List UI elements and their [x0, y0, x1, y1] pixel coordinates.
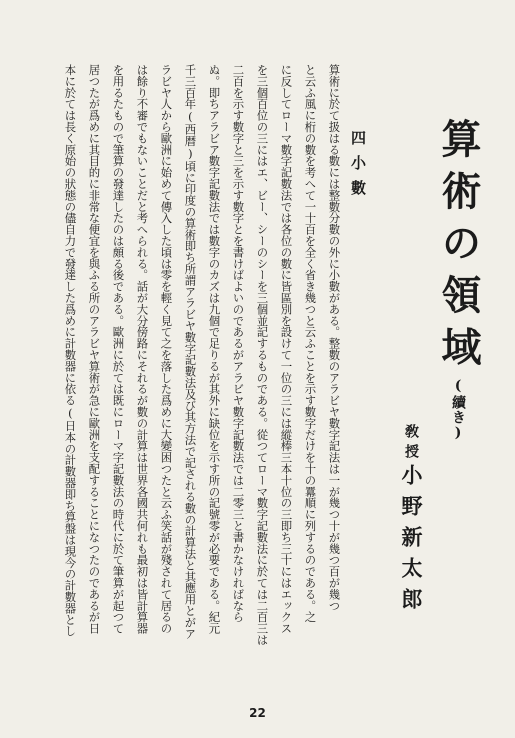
body-column: を用るたもので筆算の發達したのは頗る後である。歐洲に於ては既にローマ字記數法の時代に於て筆算が起つて [111, 64, 126, 634]
author-name: 小野新太郎 [399, 464, 424, 619]
article-title [430, 118, 487, 458]
body-column: に反してローマ數字記數法では各位の數に皆區別を設けて一位の三には縱棒三本十位の三即ち三十にはエックス [279, 64, 294, 634]
article-title-text: 算術の領域 [435, 118, 482, 378]
body-column: を三個百位の三にはエ、ビー、シーのシーを三個並記するものである。從つてローマ數字記數法に於ては二百三は [255, 64, 270, 646]
author-line [396, 424, 426, 724]
body-column: 算術に於て扱はる數には整數分數の外に小數がある。整數のアラビヤ數字記法は一が幾つ十が幾つ百が幾つ [327, 64, 342, 612]
page-number: 22 [249, 706, 266, 720]
body-column: 千三百年(西暦)頃に印度の算術即ち所謂アラビヤ數字記數法及び其方法で記される數の計算法と其應用とがア [183, 64, 198, 640]
author-role: 敎授 [403, 424, 419, 464]
body-column: は餘り不審でもないことだと考へられる。話が大分傍路にそれるが數の計算は世界各國共何れも最初は皆計算器 [135, 64, 150, 634]
section-heading: 四小數 [349, 130, 367, 205]
body-column: ラビヤ人から歐洲に始めて傳入した頃は零を輕く見て之を落した爲めに大變困つたと云ふ笑話が殘されて居るの [159, 64, 174, 634]
body-column: と云ふ風に桁の數を考へて一十百を全く省き幾つと云ふことを示す數字だけを十の羃順に列するのである。之 [303, 64, 318, 623]
continued-note: (續き) [450, 378, 466, 442]
body-column: 居つたが爲めに其目的に非常な便宜を與ふる所のアラビヤ算術が急に歐洲を支配することになつたのであるが日 [87, 64, 102, 634]
body-column: 二百を示す數字と三を示す數字とを書けばよいのであるがアラビヤ數字記數法では二零三と書かなければなら [231, 64, 246, 623]
body-column: 本に於ては長く原始の狀態の儘自力で發達した爲めに計數器に依る(日本の計數器即ち算盤は現今の計數器とし [63, 64, 78, 637]
body-column: ぬ。即ちアラビア數字記數法では數字のカズは九個で足りるが其外に缺位を示す所の記號零が必要である。紀元 [207, 64, 222, 634]
